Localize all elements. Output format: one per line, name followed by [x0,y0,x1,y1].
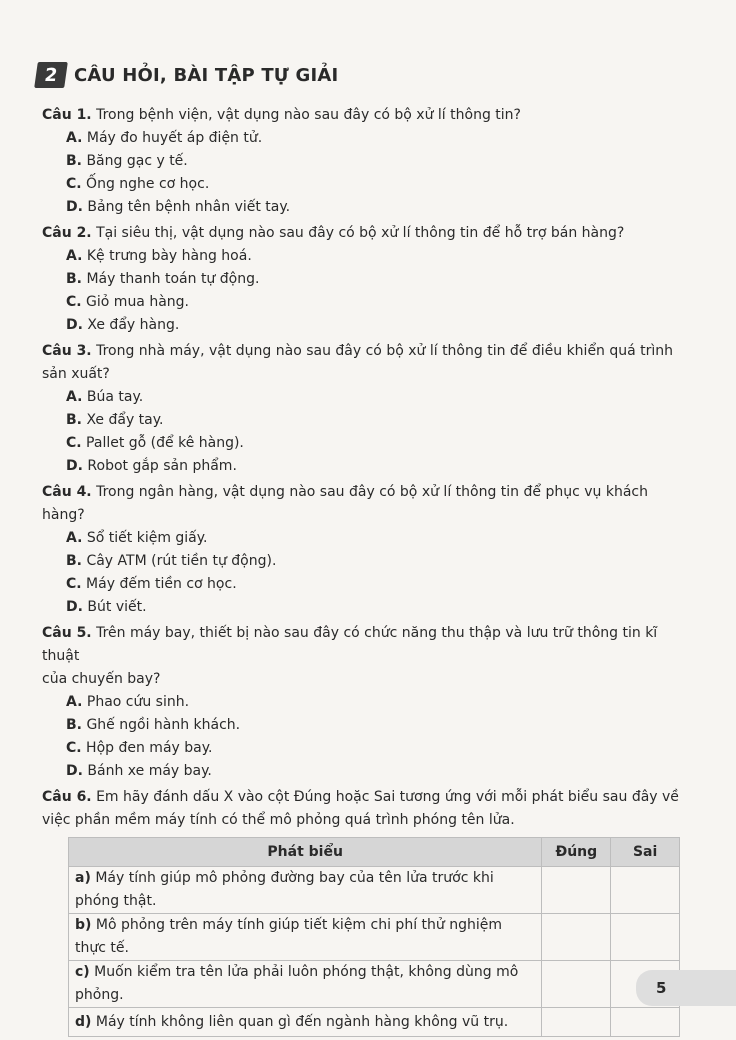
option-b: B. Xe đẩy tay. [66,412,164,428]
option-b: B. Cây ATM (rút tiền tự động). [66,553,277,569]
table-row [69,1008,680,1037]
question-text: Trong ngân hàng, vật dụng nào sau đây có bộ xử lí thông tin để phục vụ khách hàng? [42,484,648,523]
question-label: Câu 5. [42,625,92,641]
question-text: Trong nhà máy, vật dụng nào sau đây có bộ xử lí thông tin để điều khiển quá trình [96,343,674,359]
questions-content [42,104,682,1040]
false-checkbox-cell[interactable] [611,914,680,961]
page-number: 5 [656,979,667,997]
header-statement: Phát biểu [69,838,542,867]
option-a: A. Phao cứu sinh. [66,694,190,710]
question-4 [42,481,682,619]
option-b: B. Băng gạc y tế. [66,153,188,169]
option-d: D. Robot gắp sản phẩm. [66,458,237,474]
table-row [69,867,680,914]
table-row [69,961,680,1008]
question-6 [42,786,682,1037]
true-checkbox-cell[interactable] [542,961,611,1008]
option-b: B. Ghế ngồi hành khách. [66,717,241,733]
option-d: D. Bánh xe máy bay. [66,763,212,779]
question-label: Câu 3. [42,343,92,359]
option-d: D. Bảng tên bệnh nhân viết tay. [66,199,291,215]
question-label: Câu 2. [42,225,92,241]
question-label: Câu 1. [42,107,92,123]
question-text: Tại siêu thị, vật dụng nào sau đây có bộ xử lí thông tin để hỗ trợ bán hàng? [96,225,625,241]
option-a: A. Kệ trưng bày hàng hoá. [66,248,252,264]
option-c: C. Ống nghe cơ học. [66,176,210,192]
question-label: Câu 4. [42,484,92,500]
statement-cell: d) Máy tính không liên quan gì đến ngành hàng không vũ trụ. [69,1008,542,1037]
false-checkbox-cell[interactable] [611,1008,680,1037]
option-a: A. Máy đo huyết áp điện tử. [66,130,263,146]
option-c: C. Giỏ mua hàng. [66,294,190,310]
option-a: A. Búa tay. [66,389,144,405]
question-2 [42,222,682,337]
statement-cell: c) Muốn kiểm tra tên lửa phải luôn phóng thật, không dùng mô phỏng. [69,961,542,1008]
option-c: C. Máy đếm tiền cơ học. [66,576,237,592]
question-text: Trong bệnh viện, vật dụng nào sau đây có bộ xử lí thông tin? [96,107,521,123]
option-d: D. Xe đẩy hàng. [66,317,180,333]
option-c: C. Pallet gỗ (để kê hàng). [66,435,244,451]
option-b: B. Máy thanh toán tự động. [66,271,260,287]
option-c: C. Hộp đen máy bay. [66,740,213,756]
section-title: CÂU HỎI, BÀI TẬP TỰ GIẢI [74,64,339,86]
question-1 [42,104,682,219]
header-false: Sai [611,838,680,867]
true-checkbox-cell[interactable] [542,867,611,914]
table-row [69,914,680,961]
table-header-row [69,838,680,867]
false-checkbox-cell[interactable] [611,867,680,914]
question-text-cont: việc phần mềm máy tính có thể mô phỏng quá trình phóng tên lửa. [42,812,515,828]
question-3 [42,340,682,478]
true-checkbox-cell[interactable] [542,914,611,961]
question-5 [42,622,682,783]
question-text-cont: của chuyến bay? [42,671,161,687]
statement-cell: b) Mô phỏng trên máy tính giúp tiết kiệm chi phí thử nghiệm thực tế. [69,914,542,961]
question-text-cont: sản xuất? [42,366,110,382]
section-number: 2 [34,62,68,88]
true-checkbox-cell[interactable] [542,1008,611,1037]
question-text: Em hãy đánh dấu X vào cột Đúng hoặc Sai tương ứng với mỗi phát biểu sau đây về [96,789,679,805]
question-label: Câu 6. [42,789,92,805]
option-d: D. Bút viết. [66,599,147,615]
header-true: Đúng [542,838,611,867]
statement-cell: a) Máy tính giúp mô phỏng đường bay của tên lửa trước khi phóng thật. [69,867,542,914]
option-a: A. Sổ tiết kiệm giấy. [66,530,208,546]
question-text: Trên máy bay, thiết bị nào sau đây có chức năng thu thập và lưu trữ thông tin kĩ thuật [42,625,658,664]
section-header [36,62,338,88]
page-number-tab [636,970,736,1006]
true-false-table [68,837,680,1037]
